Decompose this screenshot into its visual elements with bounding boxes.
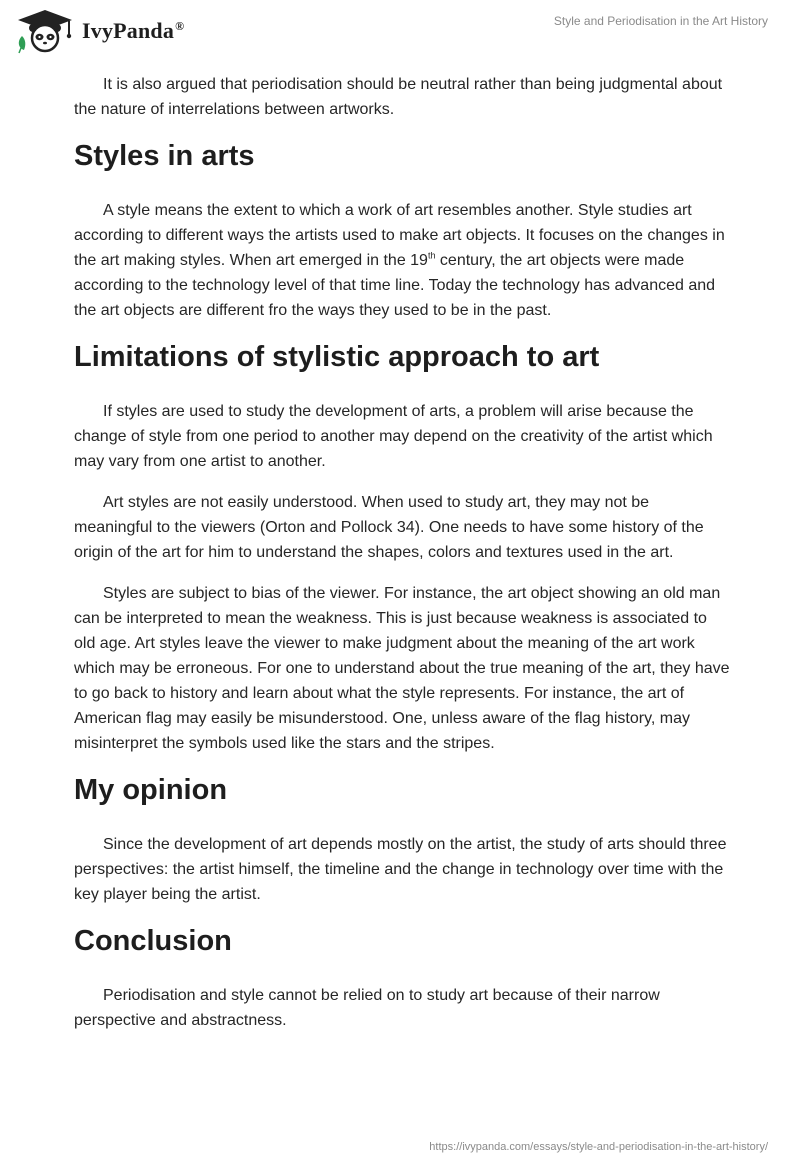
- logo-name: IvyPanda: [82, 18, 175, 43]
- ivypanda-logo[interactable]: [14, 8, 184, 54]
- source-url-link[interactable]: https://ivypanda.com/essays/style-and-periodisation-in-the-art-history/: [429, 1141, 768, 1153]
- page-header: [0, 0, 800, 64]
- paragraph-limitations-bias: Styles are subject to bias of the viewer. For instance, the art object showing an old man can be interpreted to mean the weakness. This is just because weakness is associated to old age. Art styles leave the viewer to make judgment about the meaning of the art work which may be erroneous. For one to understand about the true meaning of the art, they have to go back to history and learn about what the style represents. For instance, the art of American flag may easily be misunderstood. One, unless aware of the flag history, may misinterpret the symbols used like the stars and the stripes.: [74, 585, 730, 752]
- heading-limitations: Limitations of stylistic approach to art: [74, 341, 600, 373]
- paragraph-style-text-2: century, the art objects were made according to the technology level of that time line. Today the technology has advanced and the art objects are different fro the ways they used to be in the past.: [74, 252, 716, 319]
- paragraph-conclusion: Periodisation and style cannot be relied on to study art because of their narrow perspective and abstractness.: [74, 987, 660, 1029]
- paragraph-style-text-1: A style means the extent to which a work of art resembles another. Style studies art according to different ways the artists used to make art objects. It focuses on the changes in the art making styles. When art emerged in the 19: [74, 202, 725, 269]
- paragraph-periodisation-neutral: It is also argued that periodisation should be neutral rather than being judgmental about the nature of interrelations between artworks.: [74, 76, 723, 118]
- paragraph-style-definition: [74, 198, 730, 323]
- paragraph-limitations-creativity: If styles are used to study the development of arts, a problem will arise because the change of style from one period to another may depend on the creativity of the artist which may vary from one artist to another.: [74, 403, 713, 470]
- running-title: Style and Periodisation in the Art History: [553, 14, 768, 28]
- paragraph-opinion: Since the development of art depends mostly on the artist, the study of arts should three perspectives: the artist himself, the timeline and the change in technology over time with the key player being the artist.: [74, 836, 727, 903]
- heading-styles-in-arts: Styles in arts: [74, 140, 255, 172]
- registered-mark: ®: [175, 18, 185, 33]
- heading-conclusion: Conclusion: [74, 925, 232, 957]
- paragraph-limitations-understanding: Art styles are not easily understood. When used to study art, they may not be meaningful to the viewers (Orton and Pollock 34). One needs to have some history of the origin of the art for him to understand the shapes, colors and textures used in the art.: [74, 494, 704, 561]
- essay-content: [74, 72, 730, 1049]
- heading-my-opinion: My opinion: [74, 774, 228, 806]
- ordinal-suffix: th: [427, 250, 436, 261]
- logo-text: [82, 18, 184, 44]
- panda-logo-icon: [14, 8, 76, 54]
